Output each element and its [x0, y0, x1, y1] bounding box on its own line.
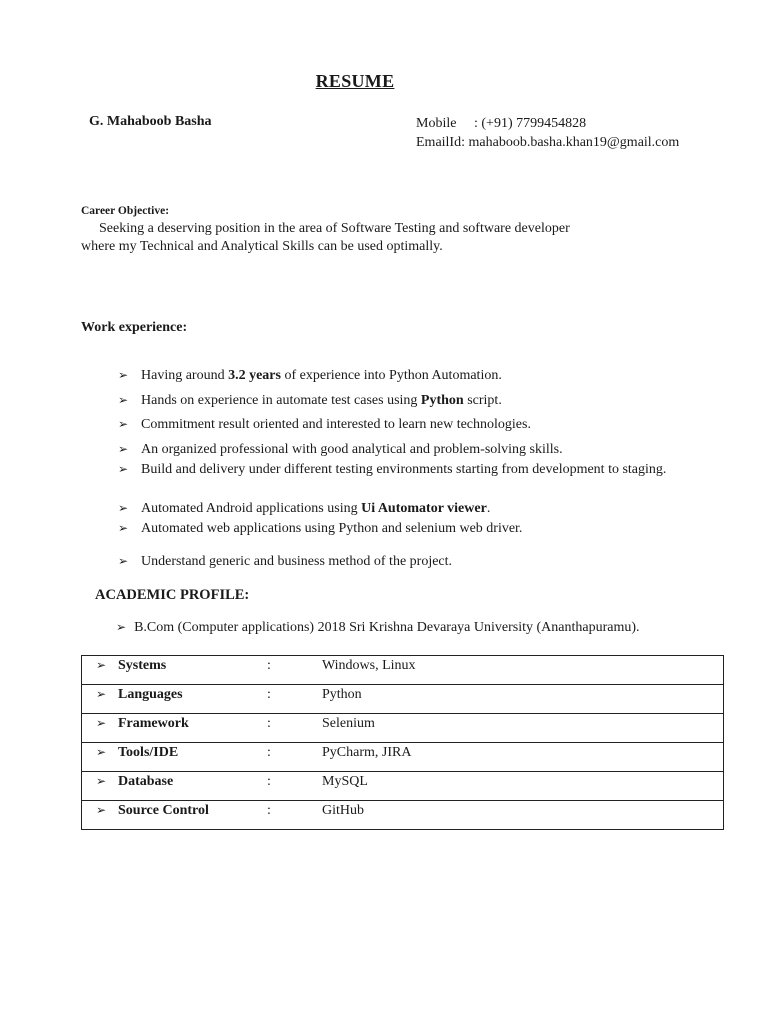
skill-category-cell: [82, 656, 268, 685]
work-experience-text: Hands on experience in automate test cases using Python script.: [141, 393, 502, 408]
work-experience-item: [118, 415, 701, 434]
bullet-arrow-icon: ➢: [96, 658, 107, 672]
skill-separator: :: [267, 801, 322, 830]
bullet-arrow-icon: ➢: [118, 393, 129, 407]
work-experience-text: An organized professional with good analytical and problem-solving skills.: [141, 442, 563, 457]
skill-category-cell: [82, 714, 268, 743]
skill-category-label: Languages: [118, 687, 183, 702]
work-experience-text: Automated Android applications using Ui Automator viewer.: [141, 501, 491, 516]
work-experience-text: Commitment result oriented and interested to learn new technologies.: [141, 417, 531, 432]
work-experience-item: [118, 460, 701, 479]
skill-separator: :: [267, 685, 322, 714]
skill-value: Python: [322, 685, 724, 714]
skills-row: [82, 772, 724, 801]
career-objective-line-1: Seeking a deserving position in the area of Software Testing and software developer: [99, 221, 570, 236]
skill-category-cell: [82, 743, 268, 772]
career-objective-text: [81, 220, 641, 256]
mobile-value: : (+91) 7799454828: [474, 116, 587, 131]
skills-row: [82, 656, 724, 685]
career-objective-heading: Career Objective:: [81, 205, 170, 217]
skills-row: [82, 714, 724, 743]
skill-separator: :: [267, 714, 322, 743]
bullet-arrow-icon: ➢: [118, 462, 129, 476]
skill-value: MySQL: [322, 772, 724, 801]
work-experience-text: Automated web applications using Python and selenium web driver.: [141, 521, 523, 536]
work-experience-item: [118, 391, 701, 410]
academic-item: [116, 620, 640, 636]
bullet-arrow-icon: ➢: [96, 745, 107, 759]
skill-separator: :: [267, 772, 322, 801]
skills-row: [82, 743, 724, 772]
bullet-arrow-icon: ➢: [118, 442, 129, 456]
academic-item-text: B.Com (Computer applications) 2018 Sri Krishna Devaraya University (Ananthapuramu).: [134, 620, 640, 635]
email-value: mahaboob.basha.khan19@gmail.com: [468, 135, 680, 150]
skill-category-label: Tools/IDE: [118, 745, 179, 760]
mobile-line: [416, 114, 679, 133]
work-experience-item: [118, 552, 701, 571]
bullet-arrow-icon: ➢: [118, 368, 129, 382]
work-experience-item: [118, 499, 701, 518]
skill-separator: :: [267, 656, 322, 685]
skill-value: Windows, Linux: [322, 656, 724, 685]
career-objective-line-2: where my Technical and Analytical Skills can be used optimally.: [81, 239, 443, 254]
skills-row: [82, 685, 724, 714]
work-experience-item: [118, 366, 701, 385]
work-experience-item: [118, 440, 701, 459]
emphasis-text: Ui Automator viewer: [361, 501, 487, 516]
bullet-arrow-icon: ➢: [118, 417, 129, 431]
email-label: EmailId:: [416, 135, 465, 150]
skill-value: Selenium: [322, 714, 724, 743]
bullet-arrow-icon: ➢: [116, 620, 127, 634]
skill-category-label: Database: [118, 774, 174, 789]
bullet-arrow-icon: ➢: [118, 554, 129, 568]
work-experience-text: Build and delivery under different testing environments starting from development to staging.: [141, 462, 667, 477]
skill-category-label: Framework: [118, 716, 189, 731]
work-experience-item: [118, 519, 701, 538]
work-experience-text: Understand generic and business method of the project.: [141, 554, 453, 569]
skill-category-cell: [82, 772, 268, 801]
skill-category-cell: [82, 801, 268, 830]
bullet-arrow-icon: ➢: [96, 803, 107, 817]
skill-value: PyCharm, JIRA: [322, 743, 724, 772]
academic-profile-heading: ACADEMIC PROFILE:: [95, 587, 250, 603]
bullet-arrow-icon: ➢: [96, 774, 107, 788]
skill-category-label: Systems: [118, 658, 167, 673]
skill-category-label: Source Control: [118, 803, 209, 818]
bullet-arrow-icon: ➢: [118, 521, 129, 535]
skills-row: [82, 801, 724, 830]
work-experience-text: Having around 3.2 years of experience into Python Automation.: [141, 368, 502, 383]
candidate-name: G. Mahaboob Basha: [89, 114, 212, 129]
work-experience-heading: Work experience:: [81, 320, 188, 335]
mobile-label: Mobile: [416, 116, 457, 131]
contact-block: [416, 114, 679, 152]
email-line: [416, 133, 679, 152]
bullet-arrow-icon: ➢: [96, 716, 107, 730]
emphasis-text: Python: [420, 393, 464, 408]
skills-table: [81, 655, 724, 830]
bullet-arrow-icon: ➢: [96, 687, 107, 701]
skill-separator: :: [267, 743, 322, 772]
bullet-arrow-icon: ➢: [118, 501, 129, 515]
skill-category-cell: [82, 685, 268, 714]
emphasis-text: 3.2 years: [228, 368, 281, 383]
skill-value: GitHub: [322, 801, 724, 830]
resume-title: RESUME: [315, 71, 395, 91]
